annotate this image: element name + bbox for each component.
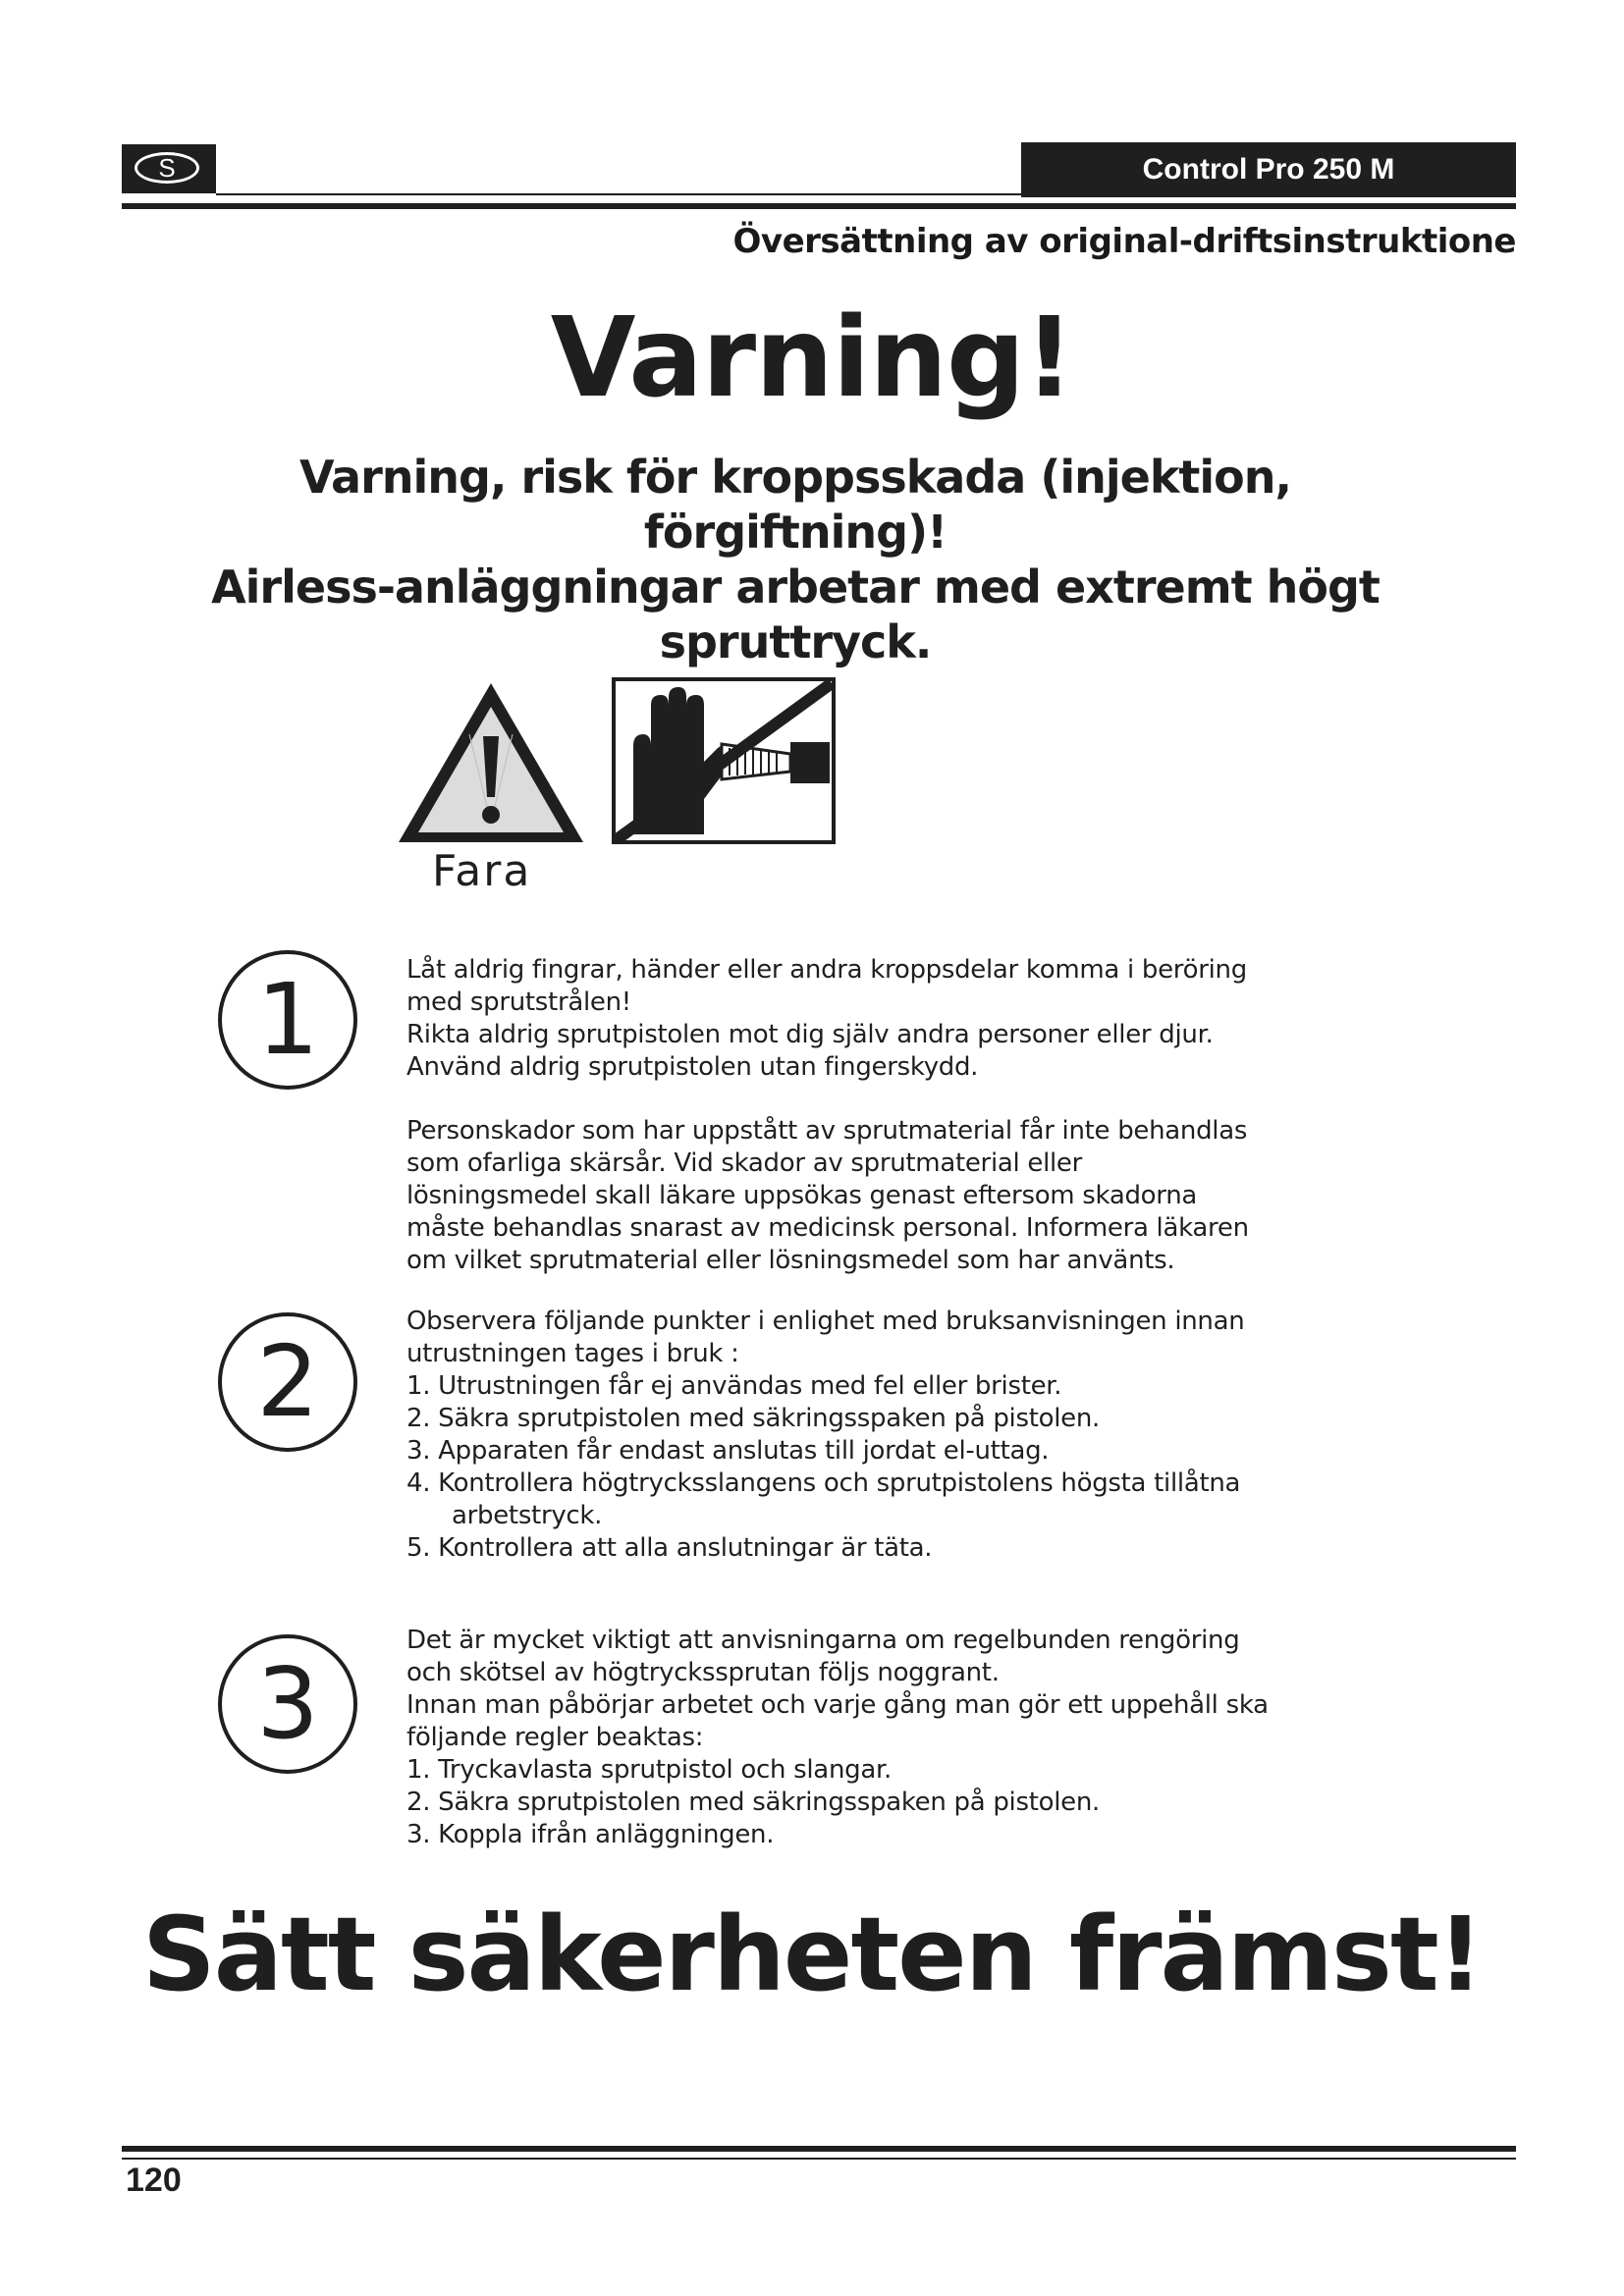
warning-statement — [177, 450, 1414, 669]
document-subtitle: Översättning av original-driftsinstruktione — [732, 222, 1516, 261]
section-line: 2. Säkra sprutpistolen med säkringsspaken på pistolen. — [406, 1404, 1100, 1433]
section-line: 1. Utrustningen får ej användas med fel eller brister. — [406, 1371, 1062, 1401]
section-number-1: 1 — [218, 950, 357, 1090]
model-name: Control Pro 250 M — [1021, 142, 1516, 197]
warning-line: Airless-anläggningar arbetar med extremt högt — [211, 561, 1380, 614]
page-title: Varning! — [550, 294, 1074, 422]
footer-rule-thick — [122, 2146, 1516, 2152]
section-line: 3. Apparaten får endast anslutas till jordat el-uttag. — [406, 1436, 1050, 1466]
section-1-paragraph-2 — [406, 1115, 1290, 1277]
section-line: utrustningen tages i bruk : — [406, 1339, 739, 1368]
section-line: Innan man påbörjar arbetet och varje gång man gör ett uppehåll ska — [406, 1690, 1269, 1720]
page-number: 120 — [126, 2162, 182, 2199]
section-line: arbetstryck. — [452, 1501, 603, 1530]
footer-rule-thin — [122, 2158, 1516, 2160]
danger-label: Fara — [432, 846, 532, 896]
language-code: S — [135, 152, 199, 184]
section-line: Använd aldrig sprutpistolen utan fingerskydd. — [406, 1052, 979, 1082]
warning-line: Varning, risk för kroppsskada (injektion, förgiftning)! — [298, 451, 1292, 559]
section-line: 3. Koppla ifrån anläggningen. — [406, 1820, 775, 1849]
header-rule-thick — [122, 203, 1516, 209]
section-line: Observera följande punkter i enlighet med bruksanvisningen innan — [406, 1307, 1245, 1336]
section-line: följande regler beaktas: — [406, 1723, 704, 1752]
section-line: med sprutstrålen! — [406, 988, 631, 1017]
section-line: måste behandlas snarast av medicinsk personal. Informera läkaren — [406, 1213, 1249, 1243]
section-1-text — [406, 954, 1290, 1084]
section-line: 4. Kontrollera högtrycksslangens och sprutpistolens högsta tillåtna — [406, 1468, 1241, 1498]
section-line: Personskador som har uppstått av sprutmaterial får inte behandlas — [406, 1116, 1248, 1146]
no-hand-in-spray-icon — [612, 677, 836, 844]
section-line: som ofarliga skärsår. Vid skador av sprutmaterial eller — [406, 1148, 1083, 1178]
language-badge — [122, 144, 216, 193]
section-number-2: 2 — [218, 1312, 357, 1452]
section-2-text — [406, 1306, 1290, 1565]
warning-line: spruttryck. — [659, 615, 932, 668]
section-line: 1. Tryckavlasta sprutpistol och slangar. — [406, 1755, 892, 1785]
closing-slogan: Sätt säkerheten främst! — [141, 1895, 1483, 2014]
section-3-text — [406, 1625, 1290, 1851]
section-line: lösningsmedel skall läkare uppsökas genast eftersom skadorna — [406, 1181, 1198, 1210]
section-line: 2. Säkra sprutpistolen med säkringsspaken på pistolen. — [406, 1788, 1100, 1817]
section-line: om vilket sprutmaterial eller lösningsmedel som har använts. — [406, 1246, 1175, 1275]
section-line: Låt aldrig fingrar, händer eller andra kroppsdelar komma i beröring — [406, 955, 1247, 985]
section-line: Det är mycket viktigt att anvisningarna om regelbunden rengöring — [406, 1626, 1240, 1655]
section-line: Rikta aldrig sprutpistolen mot dig själv andra personer eller djur. — [406, 1020, 1214, 1049]
warning-triangle-icon — [393, 675, 589, 850]
section-line: och skötsel av högtryckssprutan följs noggrant. — [406, 1658, 1000, 1687]
section-number-3: 3 — [218, 1634, 357, 1774]
section-line: 5. Kontrollera att alla anslutningar är täta. — [406, 1533, 933, 1563]
